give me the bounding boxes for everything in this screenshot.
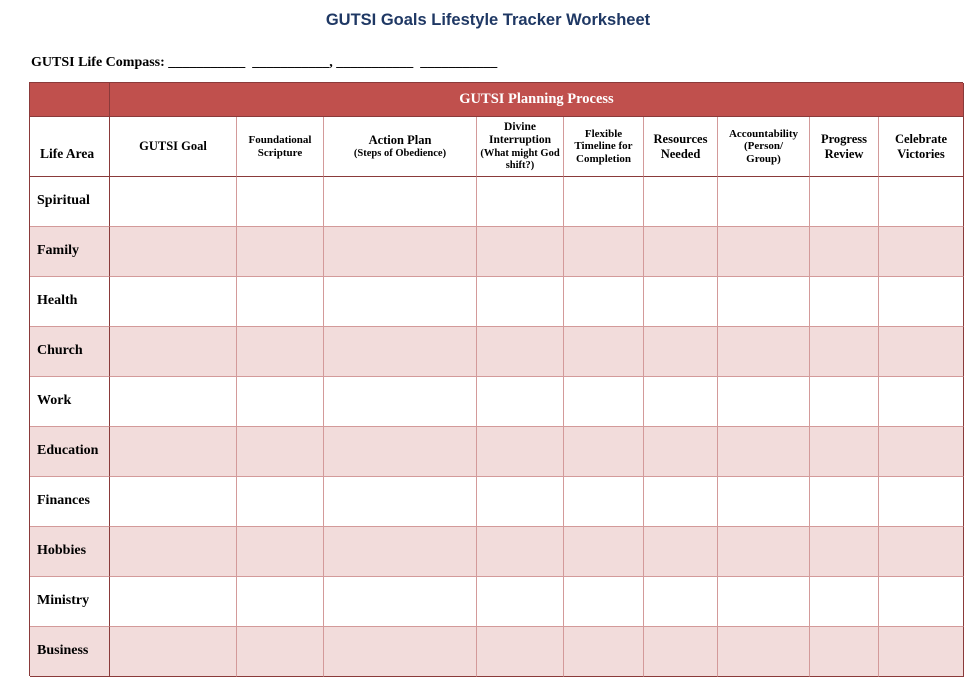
entry-cell[interactable] <box>810 427 879 477</box>
entry-cell[interactable] <box>810 527 879 577</box>
entry-cell[interactable] <box>110 227 237 277</box>
life-area-label: Spiritual <box>30 177 110 227</box>
col-header-foundational-scripture: Foundational Scripture <box>237 117 324 177</box>
entry-cell[interactable] <box>324 527 477 577</box>
entry-cell[interactable] <box>718 327 810 377</box>
life-area-label: Hobbies <box>30 527 110 577</box>
entry-cell[interactable] <box>644 577 718 627</box>
entry-cell[interactable] <box>718 277 810 327</box>
entry-cell[interactable] <box>110 327 237 377</box>
entry-cell[interactable] <box>110 627 237 677</box>
entry-cell[interactable] <box>324 227 477 277</box>
entry-cell[interactable] <box>718 427 810 477</box>
life-compass-label: GUTSI Life Compass: <box>31 55 165 70</box>
entry-cell[interactable] <box>324 477 477 527</box>
entry-cell[interactable] <box>879 327 964 377</box>
entry-cell[interactable] <box>237 277 324 327</box>
entry-cell[interactable] <box>237 377 324 427</box>
entry-cell[interactable] <box>324 427 477 477</box>
entry-cell[interactable] <box>324 627 477 677</box>
entry-cell[interactable] <box>564 477 644 527</box>
entry-cell[interactable] <box>324 177 477 227</box>
entry-cell[interactable] <box>110 177 237 227</box>
col-header-resources-needed: Resources Needed <box>644 117 718 177</box>
entry-cell[interactable] <box>718 627 810 677</box>
entry-cell[interactable] <box>477 327 564 377</box>
entry-cell[interactable] <box>477 427 564 477</box>
entry-cell[interactable] <box>110 577 237 627</box>
entry-cell[interactable] <box>879 377 964 427</box>
tracker-table <box>29 82 963 676</box>
entry-cell[interactable] <box>477 177 564 227</box>
col-header-celebrate-victories: Celebrate Victories <box>879 117 964 177</box>
entry-cell[interactable] <box>237 227 324 277</box>
page-title: GUTSI Goals Lifestyle Tracker Worksheet <box>325 11 651 29</box>
entry-cell[interactable] <box>810 377 879 427</box>
entry-cell[interactable] <box>477 527 564 577</box>
life-area-label: Education <box>30 427 110 477</box>
entry-cell[interactable] <box>644 477 718 527</box>
entry-cell[interactable] <box>477 627 564 677</box>
entry-cell[interactable] <box>324 277 477 327</box>
entry-cell[interactable] <box>879 277 964 327</box>
entry-cell[interactable] <box>564 427 644 477</box>
entry-cell[interactable] <box>810 177 879 227</box>
col-header-divine-interruption: Divine Interruption (What might God shift?) <box>477 117 564 177</box>
band-corner <box>30 83 110 117</box>
entry-cell[interactable] <box>644 277 718 327</box>
entry-cell[interactable] <box>324 327 477 377</box>
entry-cell[interactable] <box>564 577 644 627</box>
entry-cell[interactable] <box>810 577 879 627</box>
life-area-label: Business <box>30 627 110 677</box>
entry-cell[interactable] <box>324 377 477 427</box>
entry-cell[interactable] <box>810 477 879 527</box>
entry-cell[interactable] <box>237 327 324 377</box>
entry-cell[interactable] <box>477 577 564 627</box>
entry-cell[interactable] <box>564 527 644 577</box>
life-area-label: Work <box>30 377 110 427</box>
life-area-label: Family <box>30 227 110 277</box>
entry-cell[interactable] <box>879 627 964 677</box>
entry-cell[interactable] <box>110 427 237 477</box>
entry-cell[interactable] <box>477 277 564 327</box>
entry-cell[interactable] <box>564 627 644 677</box>
entry-cell[interactable] <box>644 377 718 427</box>
entry-cell[interactable] <box>810 227 879 277</box>
planning-process-band: GUTSI Planning Process <box>110 83 964 117</box>
entry-cell[interactable] <box>644 327 718 377</box>
entry-cell[interactable] <box>718 377 810 427</box>
entry-cell[interactable] <box>564 277 644 327</box>
col-header-progress-review: Progress Review <box>810 117 879 177</box>
life-area-label: Ministry <box>30 577 110 627</box>
col-header-flexible-timeline: Flexible Timeline for Completion <box>564 117 644 177</box>
entry-cell[interactable] <box>477 477 564 527</box>
entry-cell[interactable] <box>237 177 324 227</box>
entry-cell[interactable] <box>237 477 324 527</box>
entry-cell[interactable] <box>324 577 477 627</box>
entry-cell[interactable] <box>879 227 964 277</box>
entry-cell[interactable] <box>237 577 324 627</box>
life-area-label: Church <box>30 327 110 377</box>
entry-cell[interactable] <box>477 377 564 427</box>
entry-cell[interactable] <box>879 477 964 527</box>
entry-cell[interactable] <box>237 527 324 577</box>
entry-cell[interactable] <box>879 577 964 627</box>
entry-cell[interactable] <box>718 577 810 627</box>
entry-cell[interactable] <box>879 427 964 477</box>
life-area-label: Health <box>30 277 110 327</box>
entry-cell[interactable] <box>644 427 718 477</box>
entry-cell[interactable] <box>564 377 644 427</box>
entry-cell[interactable] <box>879 177 964 227</box>
entry-cell[interactable] <box>564 177 644 227</box>
entry-cell[interactable] <box>718 227 810 277</box>
entry-cell[interactable] <box>644 627 718 677</box>
entry-cell[interactable] <box>718 477 810 527</box>
entry-cell[interactable] <box>564 227 644 277</box>
entry-cell[interactable] <box>879 527 964 577</box>
entry-cell[interactable] <box>110 527 237 577</box>
entry-cell[interactable] <box>718 527 810 577</box>
entry-cell[interactable] <box>110 477 237 527</box>
life-area-header: Life Area <box>30 117 110 177</box>
entry-cell[interactable] <box>810 627 879 677</box>
entry-cell[interactable] <box>718 177 810 227</box>
entry-cell[interactable] <box>237 427 324 477</box>
entry-cell[interactable] <box>477 227 564 277</box>
life-area-label: Finances <box>30 477 110 527</box>
entry-cell[interactable] <box>644 527 718 577</box>
entry-cell[interactable] <box>237 627 324 677</box>
life-compass-blanks[interactable]: ___________ ___________, ___________ ___________ <box>164 55 498 70</box>
entry-cell[interactable] <box>644 227 718 277</box>
col-header-action-plan: Action Plan (Steps of Obedience) <box>324 117 477 177</box>
entry-cell[interactable] <box>564 327 644 377</box>
life-compass-line <box>31 55 497 71</box>
entry-cell[interactable] <box>810 327 879 377</box>
entry-cell[interactable] <box>810 277 879 327</box>
col-header-gutsi-goal: GUTSI Goal <box>110 117 237 177</box>
entry-cell[interactable] <box>644 177 718 227</box>
entry-cell[interactable] <box>110 277 237 327</box>
entry-cell[interactable] <box>110 377 237 427</box>
col-header-accountability: Accountability (Person/ Group) <box>718 117 810 177</box>
